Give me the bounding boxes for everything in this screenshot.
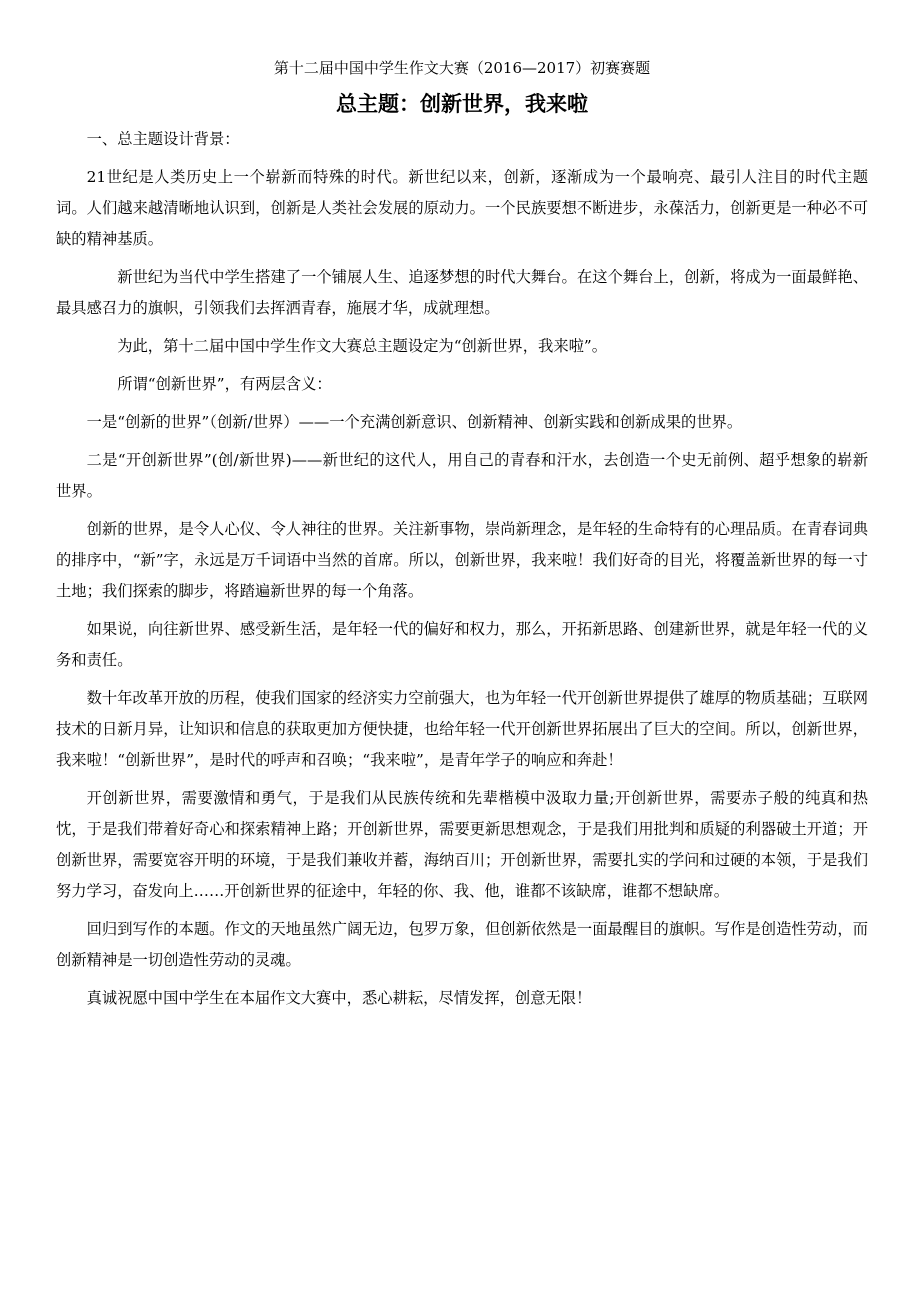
paragraph-12: 真诚祝愿中国中学生在本届作文大赛中，悉心耕耘，尽情发挥，创意无限！ <box>86 989 592 1007</box>
paragraph-2: 新世纪为当代中学生搭建了一个铺展人生、追逐梦想的时代大舞台。在这个舞台上，创新，将成为一面最鲜艳、最具感召力的旗帜，引领我们去挥洒青春，施展才华，成就理想。 <box>56 268 868 317</box>
section-heading: 一、总主题设计背景： <box>86 130 240 148</box>
paragraph-11: 回归到写作的本题。作文的天地虽然广阔无边，包罗万象，但创新依然是一面最醒目的旗帜。写作是创造性劳动，而创新精神是一切创造性劳动的灵魂。 <box>56 920 868 969</box>
document-header: 第十二届中国中学生作文大赛（2016—2017）初赛赛题 <box>273 59 651 77</box>
paragraph-6: 二是“开创新世界”(创/新世界)——新世纪的这代人，用自己的青春和汗水，去创造一个史无前例、超乎想象的崭新世界。 <box>56 451 868 500</box>
paragraph-7: 创新的世界，是令人心仪、令人神往的世界。关注新事物，崇尚新理念，是年轻的生命特有的心理品质。在青春词典的排序中，“新”字，永远是万千词语中当然的首席。所以，创新世界，我来啦！我们好奇的目光，将覆盖新世界的每一寸土地；我们探索的脚步，将踏遍新世界的每一个角落。 <box>56 520 868 600</box>
paragraph-3: 为此，第十二届中国中学生作文大赛总主题设定为“创新世界，我来啦”。 <box>117 337 608 355</box>
paragraph-10: 开创新世界，需要激情和勇气，于是我们从民族传统和先辈楷模中汲取力量;开创新世界，需要赤子般的纯真和热忱，于是我们带着好奇心和探索精神上路；开创新世界，需要更新思想观念，于是我们用批判和质疑的利器破土开道；开创新世界，需要宽容开明的环境，于是我们兼收并蓄，海纳百川；开创新世界，需要扎实的学问和过硬的本领，于是我们努力学习，奋发向上……开创新世界的征途中，年轻的你、我、他，谁都不该缺席，谁都不想缺席。 <box>56 789 868 900</box>
document-title: 总主题：创新世界，我来啦 <box>336 92 588 116</box>
paragraph-4: 所谓“创新世界”，有两层含义： <box>117 375 332 393</box>
paragraph-8: 如果说，向往新世界、感受新生活，是年轻一代的偏好和权力，那么，开拓新思路、创建新世界，就是年轻一代的义务和责任。 <box>56 620 868 669</box>
paragraph-5: 一是“创新的世界”（创新/世界）——一个充满创新意识、创新精神、创新实践和创新成果的世界。 <box>86 413 743 431</box>
paragraph-1: 21世纪是人类历史上一个崭新而特殊的时代。新世纪以来，创新，逐渐成为一个最响亮、最引人注目的时代主题词。人们越来越清晰地认识到，创新是人类社会发展的原动力。一个民族要想不断进步，永葆活力，创新更是一种必不可缺的精神基质。 <box>56 168 868 248</box>
paragraph-9: 数十年改革开放的历程，使我们国家的经济实力空前强大，也为年轻一代开创新世界提供了雄厚的物质基础；互联网技术的日新月异，让知识和信息的获取更加方便快捷，也给年轻一代开创新世界拓展出了巨大的空间。所以，创新世界，我来啦！“创新世界”，是时代的呼声和召唤；“我来啦”，是青年学子的响应和奔赴！ <box>56 689 868 769</box>
